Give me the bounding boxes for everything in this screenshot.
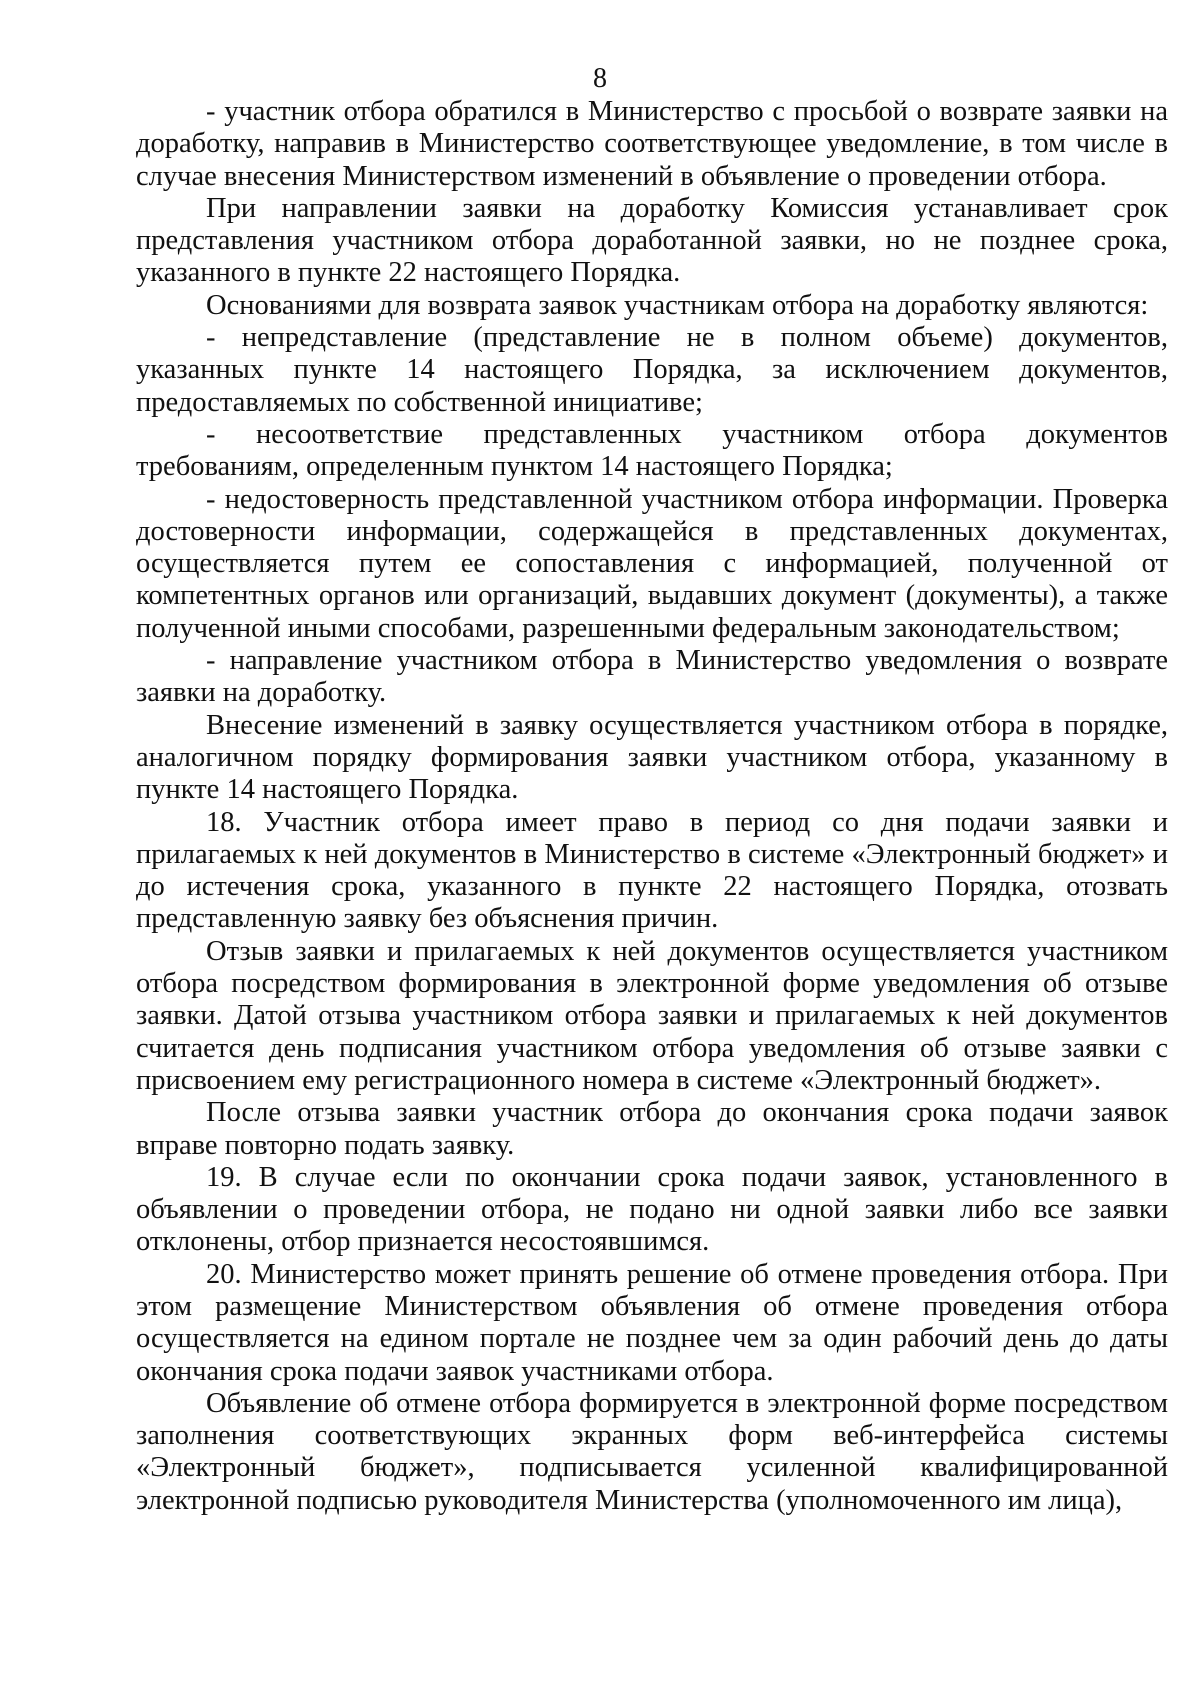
- paragraph-revision-deadline: При направлении заявки на доработку Комиссия устанавливает срок представления участником отбора доработанной заявки, но не позднее срока, указанного в пункте 22 настоящего Порядка.: [136, 192, 1168, 289]
- paragraph-ground-unreliable-info: - недостоверность представленной участником отбора информации. Проверка достоверности информации, содержащейся в представленных документах, осуществляется путем ее сопоставления с информацией, полученной от компетентных органов или организаций, выдавших документ (документы), а также полученной иными способами, разрешенными федеральным законодательством;: [136, 483, 1168, 644]
- paragraph-withdrawal-procedure: Отзыв заявки и прилагаемых к ней документов осуществляется участником отбора посредством формирования в электронной форме уведомления об отзыве заявки. Датой отзыва участником отбора заявки и прилагаемых к ней документов считается день подписания участником отбора уведомления об отзыве заявки с присвоением ему регистрационного номера в системе «Электронный бюджет».: [136, 935, 1168, 1096]
- paragraph-return-grounds-intro: Основаниями для возврата заявок участникам отбора на доработку являются:: [206, 289, 1149, 321]
- paragraph-ground-noncompliance: - несоответствие представленных участником отбора документов требованиям, определенным пунктом 14 настоящего Порядка;: [136, 418, 1168, 483]
- paragraph-ground-incomplete-documents: - непредставление (представление не в полном объеме) документов, указанных пункте 14 настоящего Порядка, за исключением документов, предоставляемых по собственной инициативе;: [136, 322, 1168, 418]
- paragraph-ground-participant-notice: - направление участником отбора в Министерство уведомления о возврате заявки на доработку.: [136, 645, 1168, 709]
- paragraph-return-request: - участник отбора обратился в Министерство с просьбой о возврате заявки на доработку, направив в Министерство соответствующее уведомление, в том числе в случае внесения Министерством изменений в объявление о проведении отбора.: [136, 96, 1168, 192]
- paragraph-resubmission: После отзыва заявки участник отбора до окончания срока подачи заявок вправе повторно подать заявку.: [136, 1097, 1168, 1161]
- paragraph-clause-20: 20. Министерство может принять решение об отмене проведения отбора. При этом размещение Министерством объявления об отмене проведения отбора осуществляется на едином портале не позднее чем за один рабочий день до даты окончания срока подачи заявок участниками отбора.: [136, 1258, 1168, 1387]
- paragraph-cancellation-notice: Объявление об отмене отбора формируется в электронной форме посредством заполнения соответствующих экранных форм веб-интерфейса системы «Электронный бюджет», подписывается усиленной квалифицированной электронной подписью руководителя Министерства (уполномоченного им лица),: [136, 1387, 1168, 1516]
- paragraph-clause-19: 19. В случае если по окончании срока подачи заявок, установленного в объявлении о проведении отбора, не подано ни одной заявки либо все заявки отклонены, отбор признается несостоявшимся.: [136, 1161, 1168, 1258]
- page-number: 8: [593, 63, 607, 94]
- paragraph-clause-18: 18. Участник отбора имеет право в период со дня подачи заявки и прилагаемых к ней документов в Министерство в системе «Электронный бюджет» и до истечения срока, указанного в пункте 22 настоящего Порядка, отозвать представленную заявку без объяснения причин.: [136, 806, 1168, 935]
- paragraph-application-changes: Внесение изменений в заявку осуществляется участником отбора в порядке, аналогичном порядку формирования заявки участником отбора, указанному в пункте 14 настоящего Порядка.: [136, 709, 1168, 806]
- document-body: [136, 96, 1168, 1517]
